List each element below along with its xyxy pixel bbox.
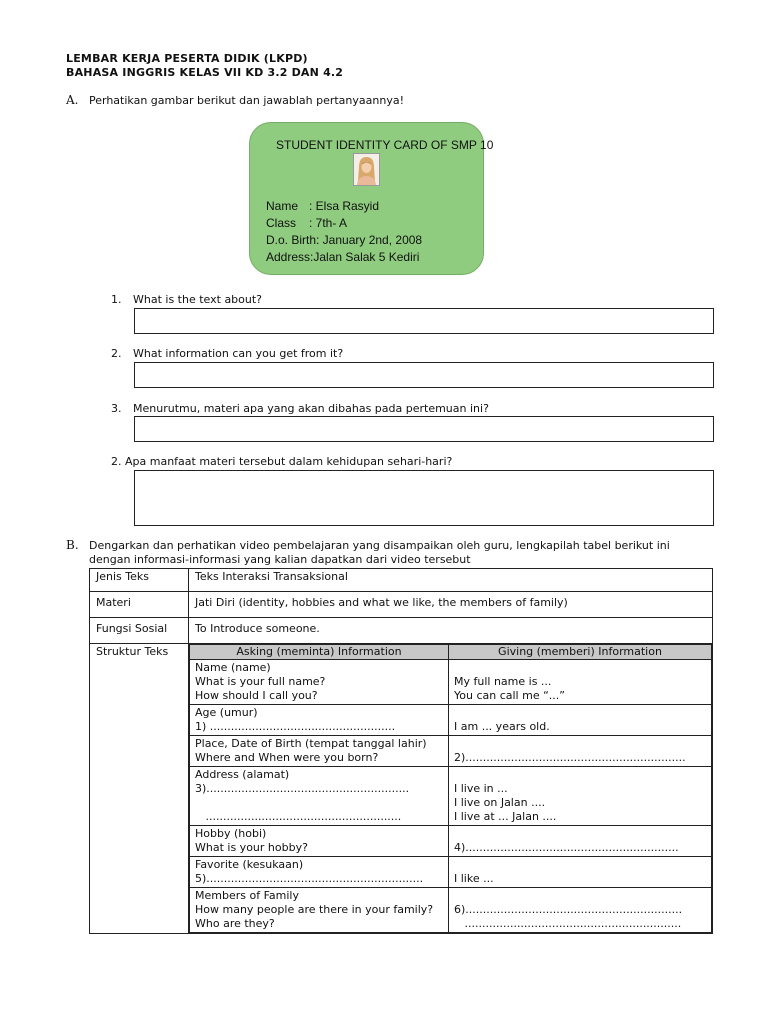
fungsi-sosial-value: To Introduce someone. xyxy=(189,618,713,644)
family-answer-blank-1[interactable]: 6).............................................................. xyxy=(454,903,683,916)
hobby-answer-blank[interactable]: 4)............................................................. xyxy=(454,841,679,854)
name-question-2: How should I call you? xyxy=(195,689,318,702)
question-2-number: 2. xyxy=(111,347,122,360)
asking-place-cell xyxy=(190,736,449,767)
section-b-instruction-2: dengan informasi-informasi yang kalian dapatkan dari video tersebut xyxy=(89,553,471,566)
answer-box-1[interactable] xyxy=(134,308,714,334)
favorite-head: Favorite (kesukaan) xyxy=(195,858,304,871)
giving-column-header: Giving (memberi) Information xyxy=(449,645,712,660)
table-row xyxy=(190,660,712,705)
id-card-class-row xyxy=(266,216,347,230)
table-row xyxy=(190,888,712,933)
family-answer-blank-2[interactable]: .............................................................. xyxy=(454,917,682,930)
struktur-header-row xyxy=(190,645,712,660)
asking-age-cell xyxy=(190,705,449,736)
age-answer: I am ... years old. xyxy=(454,720,550,733)
giving-favorite-cell xyxy=(449,857,712,888)
id-card-address-value: :Jalan Salak 5 Kediri xyxy=(310,250,420,264)
struktur-teks-label: Struktur Teks xyxy=(90,644,189,934)
question-1-text: What is the text about? xyxy=(133,293,263,306)
id-card-address-row xyxy=(266,250,419,264)
giving-hobby-cell xyxy=(449,826,712,857)
id-card-dob-value: : January 2nd, 2008 xyxy=(316,233,423,247)
hobby-head: Hobby (hobi) xyxy=(195,827,267,840)
worksheet-title: LEMBAR KERJA PESERTA DIDIK (LKPD) xyxy=(66,52,308,65)
asking-family-cell xyxy=(190,888,449,933)
materi-value: Jati Diri (identity, hobbies and what we like, the members of family) xyxy=(189,592,713,618)
giving-age-cell xyxy=(449,705,712,736)
family-question-1: How many people are there in your family? xyxy=(195,903,434,916)
address-question-blank-1[interactable]: 3).......................................................... xyxy=(195,782,410,795)
struktur-teks-cell xyxy=(189,644,713,934)
id-card-name-label: Name xyxy=(266,199,299,213)
table-row xyxy=(190,857,712,888)
favorite-question-blank[interactable]: 5).............................................................. xyxy=(195,872,424,885)
section-a-instruction: Perhatikan gambar berikut dan jawablah pertanyaannya! xyxy=(89,94,404,107)
table-row xyxy=(190,826,712,857)
giving-place-cell xyxy=(449,736,712,767)
asking-column-header: Asking (meminta) Information xyxy=(190,645,449,660)
id-card-dob-label: D.o. Birth xyxy=(266,233,317,247)
question-3-number: 3. xyxy=(111,402,122,415)
id-card-name-value: : Elsa Rasyid xyxy=(309,199,380,213)
address-head: Address (alamat) xyxy=(195,768,290,781)
question-1-number: 1. xyxy=(111,293,122,306)
answer-box-3[interactable] xyxy=(134,416,714,442)
address-answer-3: I live at ... Jalan .... xyxy=(454,810,557,823)
id-card-address-label: Address xyxy=(266,250,311,264)
address-answer-2: I live on Jalan .... xyxy=(454,796,546,809)
table-row-materi xyxy=(90,592,713,618)
address-answer-1: I live in ... xyxy=(454,782,508,795)
table-row xyxy=(190,767,712,826)
name-answer-2: You can call me “...” xyxy=(454,689,565,702)
student-photo xyxy=(353,153,380,186)
place-answer-blank[interactable]: 2)............................................................... xyxy=(454,751,686,764)
worksheet-subtitle: BAHASA INGGRIS KELAS VII KD 3.2 DAN 4.2 xyxy=(66,66,344,79)
id-card-title: STUDENT IDENTITY CARD OF SMP 10 xyxy=(276,138,494,152)
information-table xyxy=(89,568,713,934)
table-row xyxy=(190,705,712,736)
question-4-text: 2. Apa manfaat materi tersebut dalam kehidupan sehari-hari? xyxy=(111,455,453,468)
name-question-1: What is your full name? xyxy=(195,675,326,688)
family-head: Members of Family xyxy=(195,889,299,902)
asking-address-cell xyxy=(190,767,449,826)
place-head: Place, Date of Birth (tempat tanggal lahir) xyxy=(195,737,427,750)
student-id-card xyxy=(249,122,494,275)
asking-name-cell xyxy=(190,660,449,705)
section-b-letter: B. xyxy=(66,538,79,552)
answer-box-2[interactable] xyxy=(134,362,714,388)
name-answer-1: My full name is ... xyxy=(454,675,552,688)
asking-favorite-cell xyxy=(190,857,449,888)
address-question-blank-2[interactable]: ........................................................ xyxy=(195,810,402,823)
hobby-question: What is your hobby? xyxy=(195,841,308,854)
table-row-struktur-teks xyxy=(90,644,713,934)
id-card-dob-row xyxy=(266,233,422,247)
table-row xyxy=(190,736,712,767)
question-2-text: What information can you get from it? xyxy=(133,347,344,360)
jenis-teks-label: Jenis Teks xyxy=(90,569,189,592)
table-row-jenis-teks xyxy=(90,569,713,592)
fungsi-sosial-label: Fungsi Sosial xyxy=(90,618,189,644)
giving-family-cell xyxy=(449,888,712,933)
giving-address-cell xyxy=(449,767,712,826)
age-head: Age (umur) xyxy=(195,706,258,719)
struktur-teks-table xyxy=(189,644,712,933)
family-question-2: Who are they? xyxy=(195,917,275,930)
giving-name-cell xyxy=(449,660,712,705)
place-question: Where and When were you born? xyxy=(195,751,379,764)
id-card-name-row xyxy=(266,199,379,213)
age-question-blank[interactable]: 1) ..................................................... xyxy=(195,720,396,733)
section-b-instruction-1: Dengarkan dan perhatikan video pembelajaran yang disampaikan oleh guru, lengkapilah tabel berikut ini xyxy=(89,539,670,552)
id-card-class-value: : 7th- A xyxy=(309,216,348,230)
name-head: Name (name) xyxy=(195,661,271,674)
materi-label: Materi xyxy=(90,592,189,618)
asking-hobby-cell xyxy=(190,826,449,857)
section-a-letter: A. xyxy=(66,93,79,107)
id-card-class-label: Class xyxy=(266,216,297,230)
question-3-text: Menurutmu, materi apa yang akan dibahas pada pertemuan ini? xyxy=(133,402,489,415)
jenis-teks-value: Teks Interaksi Transaksional xyxy=(189,569,713,592)
student-portrait-icon xyxy=(354,154,379,185)
answer-box-4[interactable] xyxy=(134,470,714,526)
table-row-fungsi-sosial xyxy=(90,618,713,644)
favorite-answer: I like ... xyxy=(454,872,494,885)
